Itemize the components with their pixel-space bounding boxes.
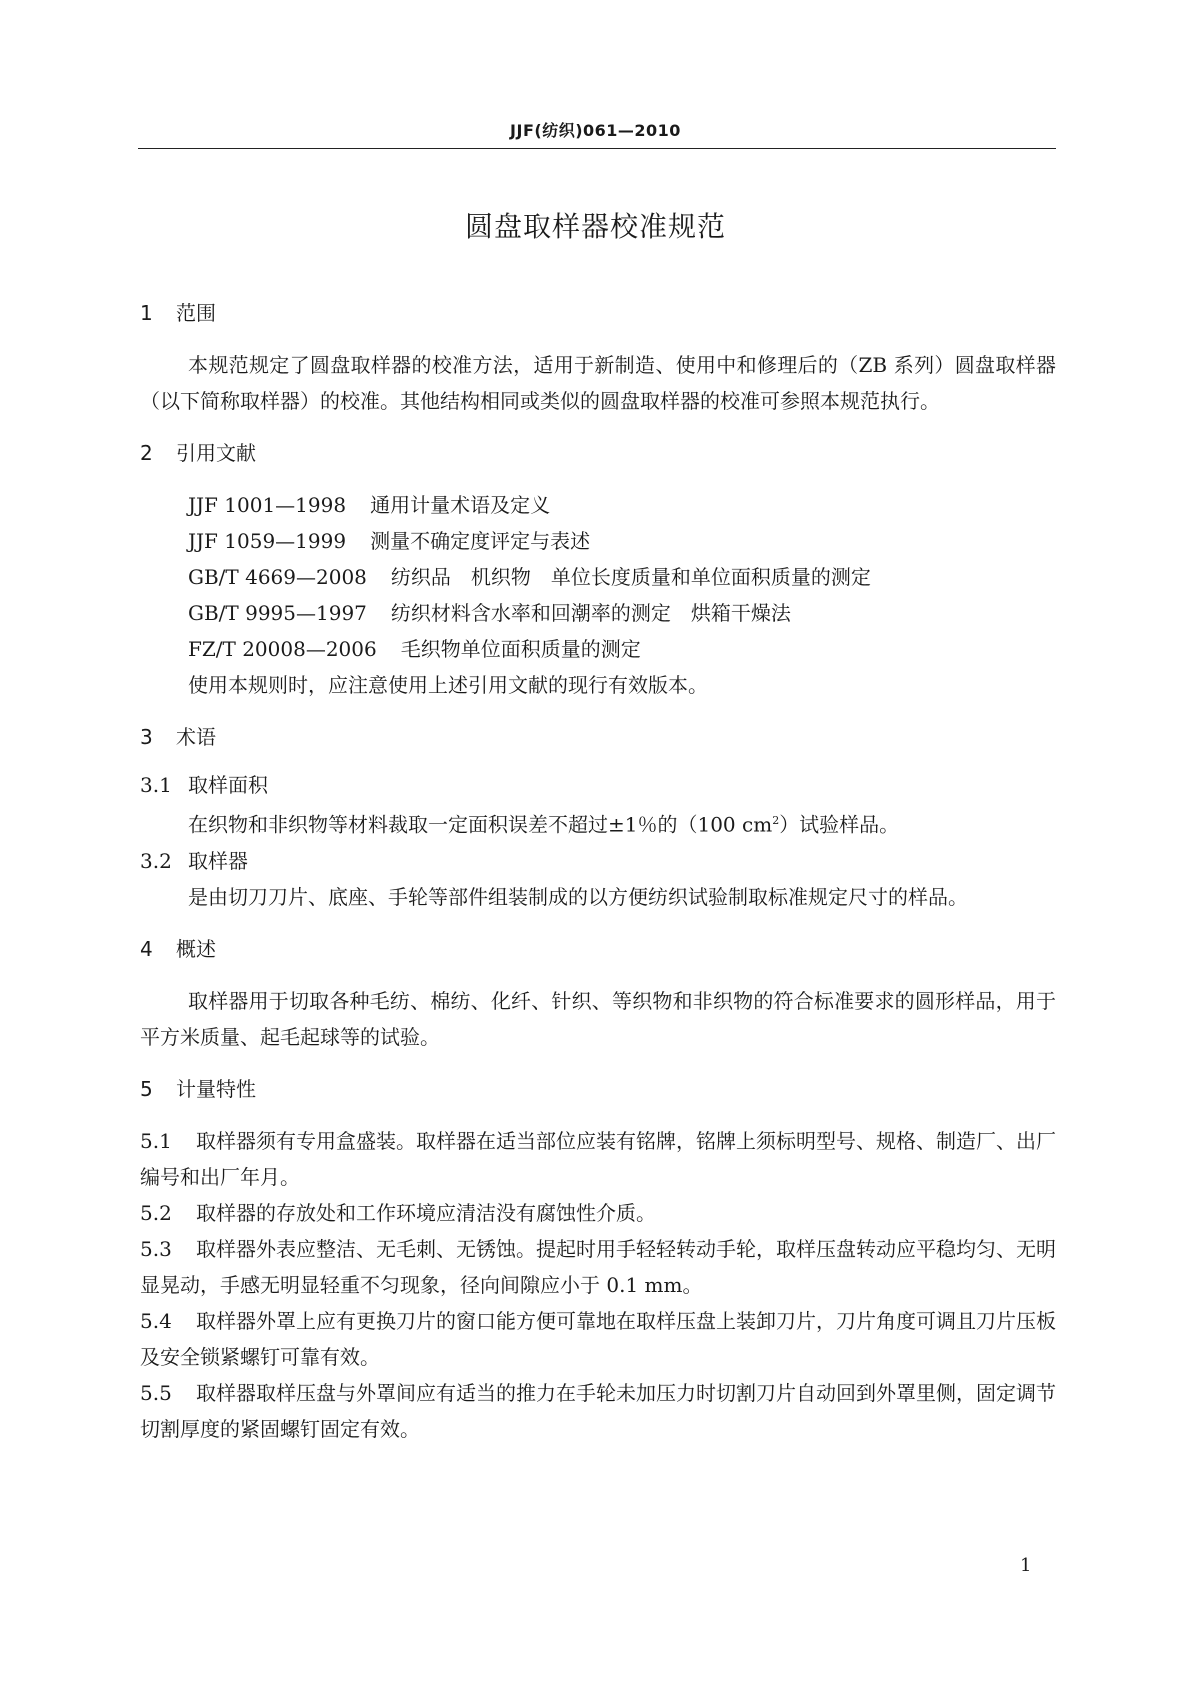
term-number: 3.1 — [140, 773, 172, 797]
section-number: 4 — [140, 936, 153, 961]
section-number: 2 — [140, 441, 153, 465]
clause-number: 5.2 — [140, 1200, 172, 1225]
document-code-header: JJF(纺织)061—2010 — [510, 121, 681, 140]
clause-5-4 — [140, 1303, 1056, 1375]
clause-text: 取样器外罩上应有更换刀片的窗口能方便可靠地在取样压盘上装卸刀片，刀片角度可调且刀片压板及安全锁紧螺钉可靠有效。 — [140, 1308, 1056, 1369]
reference-title: 纺织材料含水率和回潮率的测定 烘箱干燥法 — [390, 601, 791, 625]
section-title: 计量特性 — [176, 1076, 256, 1101]
section-title: 引用文献 — [176, 441, 256, 465]
term-name: 取样面积 — [188, 773, 268, 797]
term-number: 3.2 — [140, 848, 172, 873]
clause-5-3 — [140, 1231, 1056, 1303]
term-3-1-definition: 在织物和非织物等材料裁取一定面积误差不超过±1％的（100 $cm^2$）试验样品。 — [188, 812, 900, 837]
clause-number: 5.4 — [140, 1308, 172, 1333]
document-body — [140, 295, 1056, 1447]
clause-text: 取样器取样压盘与外罩间应有适当的推力在手轮未加压力时切割刀片自动回到外罩里侧，固定调节切割厚度的紧固螺钉固定有效。 — [140, 1380, 1056, 1441]
clause-number: 5.3 — [140, 1236, 172, 1261]
reference-title: 毛织物单位面积质量的测定 — [400, 637, 641, 661]
reference-code: GB/T 9995—1997 — [188, 601, 367, 625]
clause-text: 取样器须有专用盒盛装。取样器在适当部位应装有铭牌，铭牌上须标明型号、规格、制造厂、出厂编号和出厂年月。 — [140, 1128, 1056, 1189]
reference-code: FZ/T 20008—2006 — [188, 637, 377, 661]
section-4-heading — [140, 931, 1056, 967]
section-5-heading — [140, 1071, 1056, 1107]
clause-number: 5.1 — [140, 1128, 172, 1153]
clause-5-2 — [140, 1195, 1056, 1231]
section-number: 5 — [140, 1076, 153, 1101]
section-title: 术语 — [176, 725, 216, 749]
term-3-1-heading — [140, 767, 1056, 803]
reference-item — [140, 559, 1056, 595]
reference-code: JJF 1001—1998 — [188, 493, 347, 517]
clause-text: 取样器外表应整洁、无毛刺、无锈蚀。提起时用手轻轻转动手轮，取样压盘转动应平稳均匀、无明显晃动，手感无明显轻重不匀现象，径向间隙应小于 0.1 mm。 — [140, 1236, 1056, 1297]
reference-title: 测量不确定度评定与表述 — [370, 529, 591, 553]
section-title: 范围 — [176, 301, 216, 325]
clause-5-5 — [140, 1375, 1056, 1447]
term-3-2-heading — [140, 843, 1056, 879]
header-rule — [138, 148, 1056, 149]
section-1-paragraph: 本规范规定了圆盘取样器的校准方法，适用于新制造、使用中和修理后的（ZB 系列）圆盘取样器（以下简称取样器）的校准。其他结构相同或类似的圆盘取样器的校准可参照本规范执行。 — [140, 353, 1056, 413]
reference-item — [140, 487, 1056, 523]
clause-number: 5.5 — [140, 1380, 172, 1405]
reference-item — [140, 523, 1056, 559]
reference-item — [140, 595, 1056, 631]
reference-title: 通用计量术语及定义 — [370, 493, 551, 517]
section-number: 3 — [140, 725, 153, 749]
reference-item — [140, 631, 1056, 667]
reference-note: 使用本规则时，应注意使用上述引用文献的现行有效版本。 — [188, 673, 708, 697]
section-2-heading — [140, 435, 1056, 471]
page-title: 圆盘取样器校准规范 — [464, 210, 726, 243]
reference-code: JJF 1059—1999 — [188, 529, 347, 553]
section-4-paragraph: 取样器用于切取各种毛纺、棉纺、化纤、针织、等织物和非织物的符合标准要求的圆形样品，用于平方米质量、起毛起球等的试验。 — [140, 988, 1056, 1049]
clause-5-1 — [140, 1123, 1056, 1195]
reference-title: 纺织品 机织物 单位长度质量和单位面积质量的测定 — [390, 565, 871, 589]
reference-code: GB/T 4669—2008 — [188, 565, 367, 589]
term-3-2-definition: 是由切刀刀片、底座、手轮等部件组装制成的以方便纺织试验制取标准规定尺寸的样品。 — [188, 884, 968, 909]
clause-text: 取样器的存放处和工作环境应清洁没有腐蚀性介质。 — [196, 1200, 656, 1225]
section-title: 概述 — [176, 936, 216, 961]
page-number: 1 — [1020, 1555, 1032, 1576]
section-number: 1 — [140, 301, 153, 325]
section-1-heading — [140, 295, 1056, 331]
term-name: 取样器 — [188, 848, 248, 873]
section-3-heading — [140, 719, 1056, 755]
